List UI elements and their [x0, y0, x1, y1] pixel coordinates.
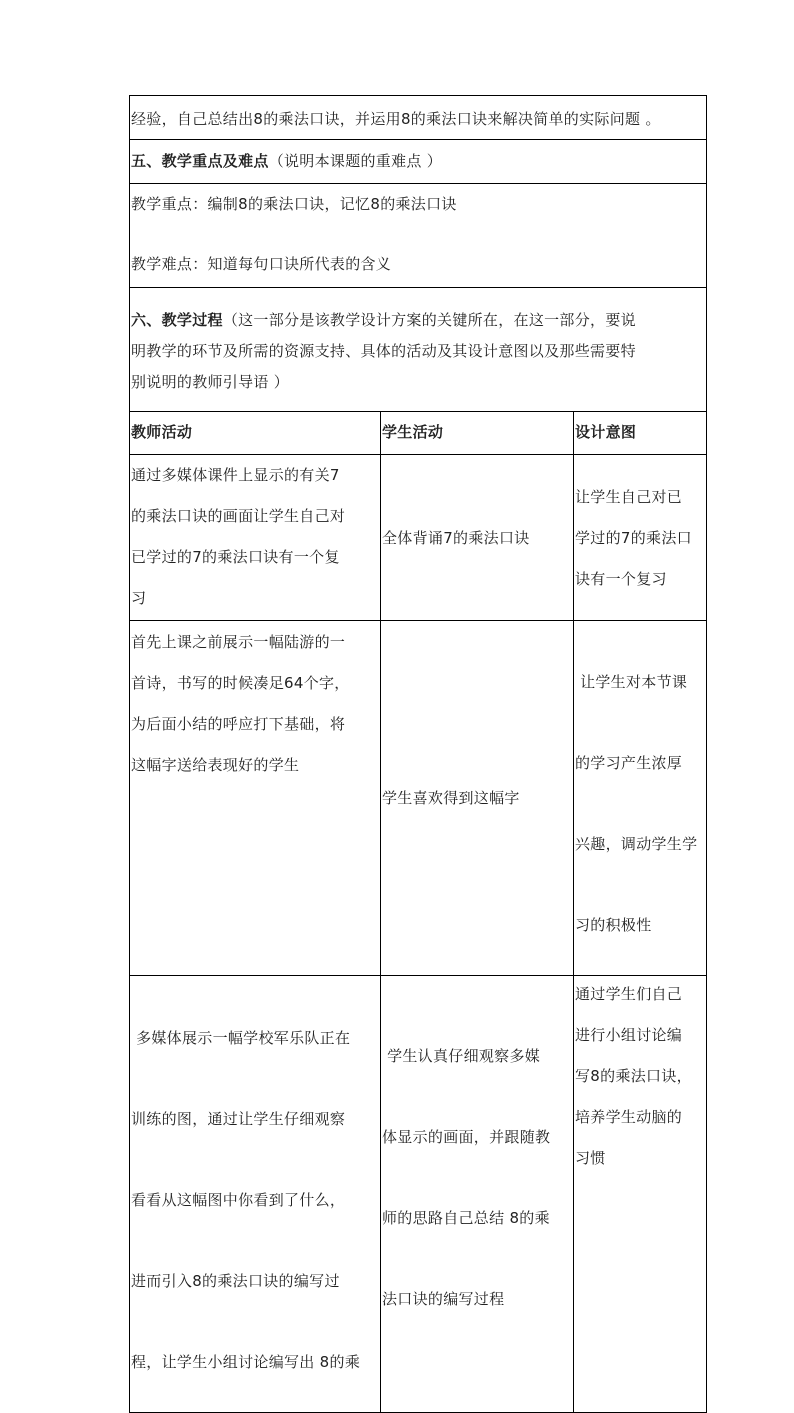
cell-line: 让学生对本节课 [575, 673, 688, 691]
cell-line: 训练的图，通过让学生仔细观察 [131, 1110, 346, 1128]
cell-line: 多媒体展示一幅学校军乐队正在 [131, 1029, 351, 1047]
table-row [130, 976, 707, 1413]
cell-line: 习惯 [575, 1149, 606, 1167]
cell-line: 习的积极性 [575, 916, 652, 934]
header-student-activity: 学生活动 [381, 412, 574, 455]
cell-line: 这幅字送给表现好的学生 [131, 756, 300, 774]
difficulty-text: 教学难点：知道每句口诀所代表的含义 [131, 255, 392, 273]
section5-note: （说明本课题的重难点 ） [268, 152, 443, 170]
cell-line: 看看从这幅图中你看到了什么， [131, 1191, 346, 1209]
student-activity-cell [381, 976, 574, 1413]
table-row [130, 455, 707, 621]
cell-line: 已学过的7的乘法口诀有一个复 [131, 548, 340, 566]
cell-line: 学生喜欢得到这幅字 [382, 789, 520, 807]
cell-line: 通过多媒体课件上显示的有关7 [131, 466, 340, 484]
cell-line: 的学习产生浓厚 [575, 754, 683, 772]
cell-line: 兴趣，调动学生学 [575, 835, 698, 853]
cell-line: 进行小组讨论编 [575, 1026, 683, 1044]
header-design-intent: 设计意图 [574, 412, 707, 455]
cell-line: 诀有一个复习 [575, 569, 667, 588]
cell-line: 写8的乘法口诀， [575, 1067, 692, 1085]
section6-note-line-2: 明教学的环节及所需的资源支持、具体的活动及其设计意图以及那些需要特 [131, 342, 636, 360]
key-point-text: 教学重点：编制8的乘法口诀，记忆8的乘法口诀 [131, 195, 457, 213]
section6-heading: 六、教学过程 [131, 311, 223, 329]
design-intent-cell [574, 621, 707, 976]
section5-heading: 五、教学重点及难点 [131, 152, 269, 170]
section6-note-line-1: （这一部分是该教学设计方案的关键所在，在这一部分，要说 [222, 311, 636, 329]
teacher-activity-cell [130, 976, 381, 1413]
table-row [130, 621, 707, 976]
process-header-row [130, 412, 707, 455]
student-activity-cell [381, 621, 574, 976]
section5-content-row [130, 184, 707, 288]
header-teacher-activity: 教师活动 [130, 412, 381, 455]
section6-heading-row [130, 288, 707, 412]
cell-line: 法口诀的编写过程 [382, 1290, 505, 1308]
cell-line: 全体背诵7的乘法口诀 [382, 528, 530, 547]
teacher-activity-cell [130, 455, 381, 621]
teacher-activity-cell [130, 621, 381, 976]
objective-continuation-row [130, 96, 707, 140]
cell-line: 学过的7的乘法口 [575, 528, 692, 547]
cell-line: 让学生自己对已 [575, 487, 683, 506]
cell-line: 首诗，书写的时候凑足64个字， [131, 674, 350, 692]
design-intent-cell [574, 976, 707, 1413]
cell-line: 通过学生们自己 [575, 985, 683, 1003]
section6-note-line-3: 别说明的教师引导语 ） [131, 373, 290, 391]
design-intent-cell [574, 455, 707, 621]
cell-line: 程，让学生小组讨论编写出 8的乘 [131, 1353, 361, 1371]
student-activity-cell [381, 455, 574, 621]
cell-line: 师的思路自己总结 8的乘 [382, 1209, 550, 1227]
cell-line: 体显示的画面，并跟随教 [382, 1128, 551, 1146]
cell-line: 的乘法口诀的画面让学生自己对 [131, 507, 346, 525]
cell-line: 进而引入8的乘法口诀的编写过 [131, 1272, 340, 1290]
cell-line: 为后面小结的呼应打下基础，将 [131, 715, 346, 733]
cell-line: 首先上课之前展示一幅陆游的一 [131, 633, 346, 651]
cell-line: 习 [131, 589, 147, 607]
objective-continuation-text: 经验，自己总结出8的乘法口诀，并运用8的乘法口诀来解决简单的实际问题 。 [130, 96, 707, 140]
lesson-plan-table [129, 95, 707, 1413]
cell-line: 学生认真仔细观察多媒 [382, 1047, 541, 1065]
cell-line: 培养学生动脑的 [575, 1108, 683, 1126]
section5-heading-row [130, 140, 707, 184]
